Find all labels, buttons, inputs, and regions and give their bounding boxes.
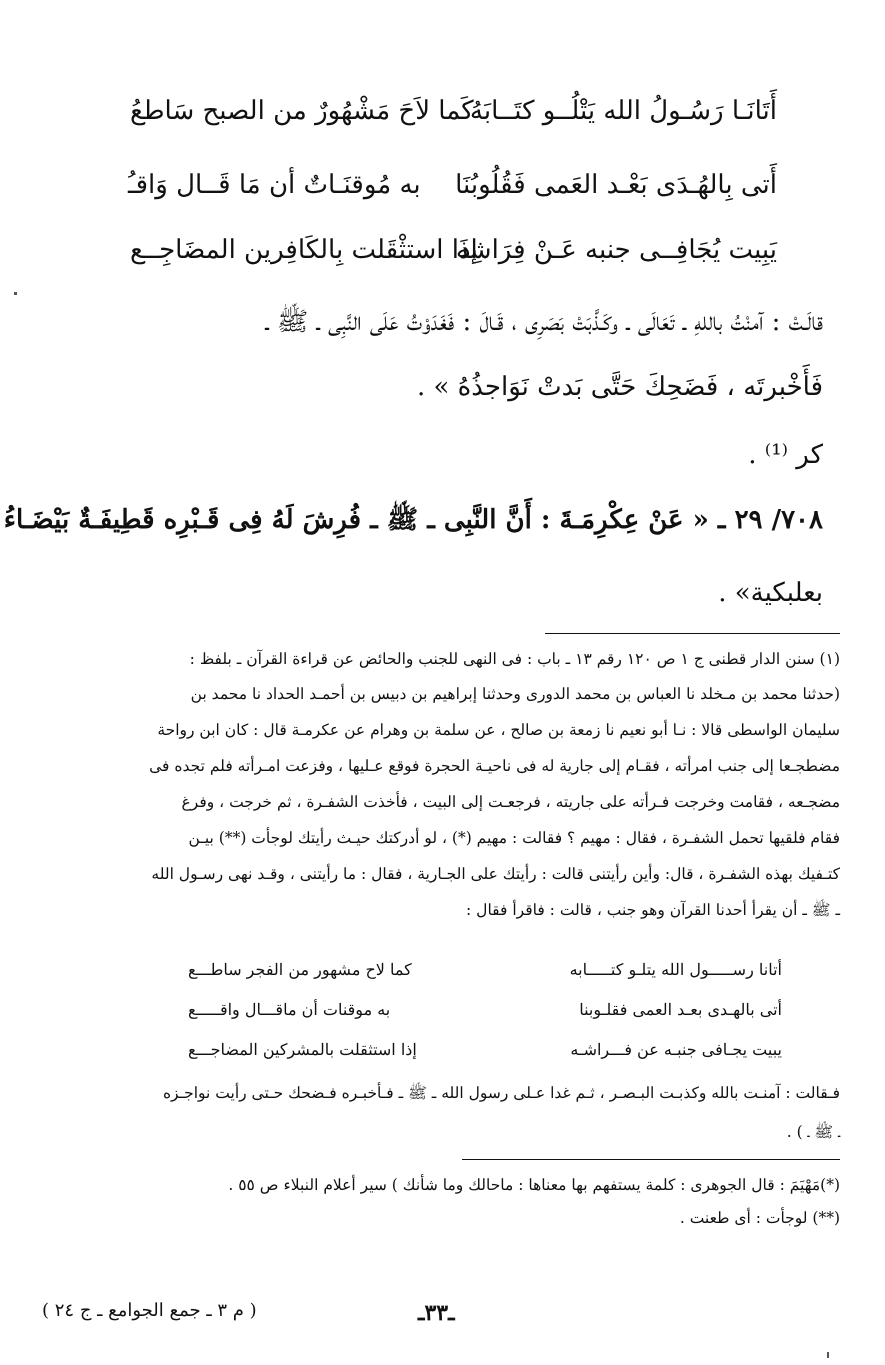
footnote-closing-line-1: فـقالت : آمنـت بالله وكذبـت البـصـر ، ثـم غدا عـلى رسول الله ـ ﷺ ـ فـأخبـره فـضحك حـتى رأيت نواجـزه (162, 1084, 840, 1102)
poem-line-3-right: يَبِيت يُجَافِــى جنبه عَـنْ فِرَاشِه (455, 235, 777, 265)
hadith-number-line: ٧٠٨/ ٢٩ ـ « عَنْ عِكْرِمَـةَ : أَنَّ النَّبِى ـ ﷺ ـ فُرِشَ لَهُ فِى قَـبْرِه قَطِيفَـةٌ بَيْضَـاءُ (3, 505, 823, 535)
footnote-closing-line-2: ـ ﷺ ـ ) . (786, 1123, 840, 1141)
poem-line-1-right: أَتَانَـا رَسُـولُ الله يَتْلُــو كتَــابَهُ (469, 96, 777, 126)
narrative-line-2: فَأَخْبرتَه ، فَضَحِكَ حَتَّى بَدتْ نَوَاجذُهُ » . (416, 372, 823, 402)
print-speck (827, 1352, 829, 1358)
poem-line-2-right: أَتى بِالهُـدَى بَعْـد العَمى فَقُلُوبُنَا (455, 170, 777, 200)
footnote-line-6: فقام فلقيها تحمل الشفـرة ، فقال : مهيم ؟ فقالت : مهيم (*) ، لو أدركتك حيـث رأيتك لوجأت (**) بيـن (188, 829, 840, 847)
print-speck (14, 292, 17, 295)
footnote-poem-2-left: به موقنات أن ماقـــال واقـــــع (188, 1000, 391, 1019)
footnote-poem-3-left: إذا استثقلت بالمشركين المضاجـــع (188, 1040, 417, 1059)
footnote-poem-1-left: كما لاح مشهور من الفجر ساطـــع (188, 960, 412, 979)
page-number: ـ٣٣ـ (418, 1300, 455, 1326)
poem-line-1-left: كَما لاَحَ مَشْهُورٌ من الصبح سَاطعُ (130, 96, 474, 126)
footnote-separator (545, 633, 840, 634)
footnote-line-5: مضجـعه ، فقامت وخرجت فـرأته على جاريته ، فرجعـت إلى البيت ، فأخذت الشفـرة ، ثم خرجت ، وفرغ (181, 793, 840, 811)
note-star-2: (**) لوجأت : أى طعنت . (679, 1209, 840, 1227)
footnote-line-7: كتـفيك بهذه الشفـرة ، قال: وأين رأيتنى قالت : رأيتك على الجـارية ، فقال : ما رأيتنى ، وقـد نهى رسـول الله (151, 865, 840, 883)
footnote-line-2: (حدثنا محمد بن مـخلد نا العباس بن محمد الدورى وحدثنا إبراهيم بن دبيس بن أحمـد الحداد نا محمد بن (190, 685, 840, 703)
footnote-poem-2-right: أتى بالهـدى بعـد العمى فقلـوبنا (579, 1000, 782, 1019)
poem-line-3-left: إذَا استثْقَلت بِالكَافِرين المضَاجِــع (130, 235, 478, 265)
footnote-poem-1-right: أتانا رســـــول الله يتلـو كتـــــابه (569, 960, 782, 979)
poem-line-2-left: به مُوقنَـاتٌ أن مَا قَــال وَاقـُ (128, 170, 421, 200)
note-star-1: (*)مَهْيَمَ : قال الجوهرى : كلمة يستفهم بها معناها : ماحالك وما شأنك ) سير أعلام النبلاء ص ٥٥ . (228, 1176, 840, 1194)
footnote-line-1: (١) سنن الدار قطنى ج ١ ص ١٢٠ رقم ١٣ ـ باب : فى النهى للجنب والحائض عن قراءة القرآن ـ بلفظ : (189, 650, 840, 668)
signature-mark: ( م ٣ ـ جمع الجوامع ـ ج ٢٤ ) (42, 1300, 257, 1321)
source-reference: كر ⁽¹⁾ . (748, 440, 823, 470)
notes-separator (462, 1159, 840, 1160)
narrative-line-1: قالَـتْ : آمنْتُ باللهِ ـ تَعَالَى ـ وكَـذَّبَتْ بَصَرِى ، قَـالَ : فَغَدَوْتُ عَلَى النَّبِى ـ ﷺ ـ (265, 307, 823, 337)
footnote-line-4: مضطجـعا إلى جنب امرأته ، فقـام إلى جارية له فى ناحيـة الحجرة فوقع عـليها ، وفزعت امـرأته فلم تجده فى (149, 757, 840, 775)
footnote-line-3: سليمان الواسطى قالا : نـا أبو نعيم نا زمعة بن صالح ، عن سلمة بن وهرام عن عكرمـة قال : كان ابن رواحة (157, 721, 840, 739)
footnote-poem-3-right: يبيت يجـافى جنبـه عن فـــراشـه (570, 1040, 782, 1059)
hadith-end-line: بعلبكية» . (718, 578, 823, 608)
footnote-line-8: ـ ﷺ ـ أن يقرأ أحدنا القرآن وهو جنب ، قالت : فاقرأ فقال : (466, 901, 840, 919)
